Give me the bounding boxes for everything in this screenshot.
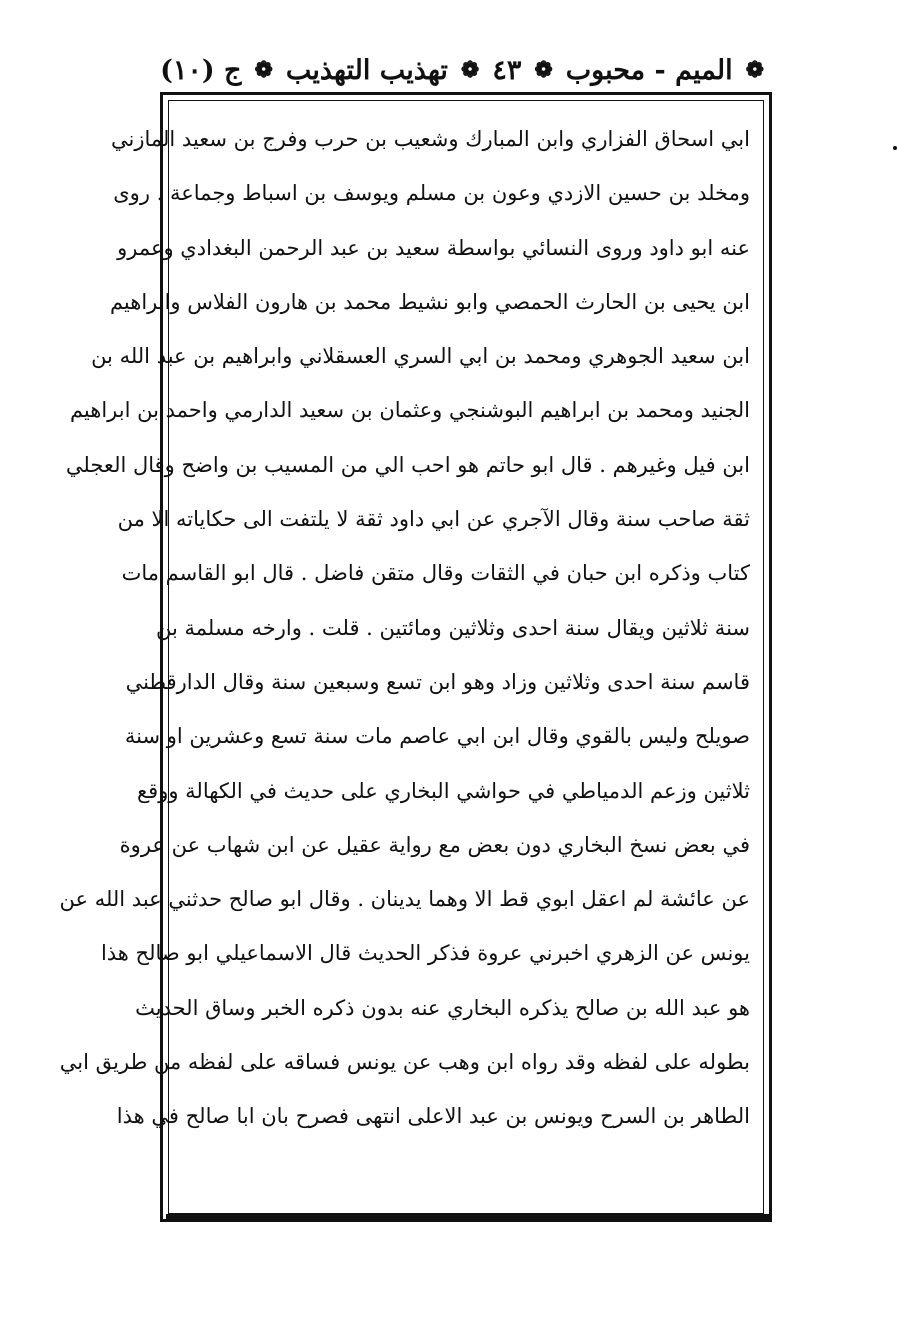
body-text: [59, 112, 750, 1202]
text-line: ابن يحيى بن الحارث الحمصي وابو نشيط محمد بن هارون الفلاس وابراهيم: [109, 289, 750, 314]
text-line: عن عائشة لم اعقل ابوي قط الا وهما يدينان . وقال ابو صالح حدثني عبد الله عن: [59, 887, 750, 912]
text-line: صويلح وليس بالقوي وقال ابن ابي عاصم مات سنة تسع وعشرين او سنة: [124, 724, 750, 749]
text-line: هو عبد الله بن صالح يذكره البخاري عنه بدون ذكره الخبر وساق الحديث: [135, 995, 750, 1020]
text-line: ثلاثين وزعم الدمياطي في حواشي البخاري على حديث في الكهالة ووقع: [136, 778, 750, 803]
text-line: عنه ابو داود وروى النسائي بواسطة سعيد بن عبد الرحمن البغدادي وعمرو: [117, 235, 750, 260]
text-line: ابي اسحاق الفزاري وابن المبارك وشعيب بن حرب وفرج بن سعيد المازني: [110, 127, 750, 151]
text-line: يونس عن الزهري اخبرني عروة فذكر الحديث قال الاسماعيلي ابو صالح هذا: [100, 941, 750, 966]
text-line: بطوله على لفظه وقد رواه ابن وهب عن يونس فساقه على لفظه من طريق ابي: [59, 1050, 750, 1075]
header-ornament-icon: ❁: [745, 57, 764, 83]
text-line: في بعض نسخ البخاري دون بعض مع رواية عقيل عن ابن شهاب عن عروة: [119, 832, 750, 857]
bottom-rule: [166, 1214, 772, 1219]
text-line: الطاهر بن السرح ويونس بن عبد الاعلى انتهى فصرح بان ابا صالح في هذا: [116, 1104, 750, 1129]
text-line: ثقة صاحب سنة وقال الآجري عن ابي داود ثقة لا يلتفت الى حكاياته الا من: [117, 507, 750, 532]
text-line: كتاب وذكره ابن حبان في الثقات وقال متقن فاضل . قال ابو القاسم مات: [121, 561, 750, 586]
text-line: سنة ثلاثين ويقال سنة احدى وثلاثين ومائتين . قلت . وارخه مسلمة بن: [155, 615, 750, 640]
header-page-number: ٤٣: [492, 54, 522, 86]
text-line: ابن سعيد الجوهري ومحمد بن ابي السري العسقلاني وابراهيم بن عبد الله بن: [91, 344, 750, 369]
header-volume: ج (١٠): [160, 54, 242, 86]
page-header: [160, 50, 770, 90]
header-section: الميم - محبوب: [565, 54, 733, 86]
text-line: الجنيد ومحمد بن ابراهيم البوشنجي وعثمان بن سعيد الدارمي واحمد بن ابراهيم: [69, 398, 750, 423]
text-line: ومخلد بن حسين الازدي وعون بن مسلم ويوسف بن اسباط وجماعة . روى: [113, 181, 750, 206]
text-line: ابن فيل وغيرهم . قال ابو حاتم هو احب الي من المسيب بن واضح وقال العجلي: [65, 452, 750, 477]
text-line: قاسم سنة احدى وثلاثين وزاد وهو ابن تسع وسبعين سنة وقال الدارقطني: [125, 669, 750, 694]
header-ornament-icon: ❁: [254, 57, 273, 83]
header-ornament-icon: ❁: [534, 57, 553, 83]
header-ornament-icon: ❁: [460, 57, 480, 83]
header-book-title: تهذيب التهذيب: [285, 54, 448, 86]
margin-dot: [893, 146, 897, 150]
